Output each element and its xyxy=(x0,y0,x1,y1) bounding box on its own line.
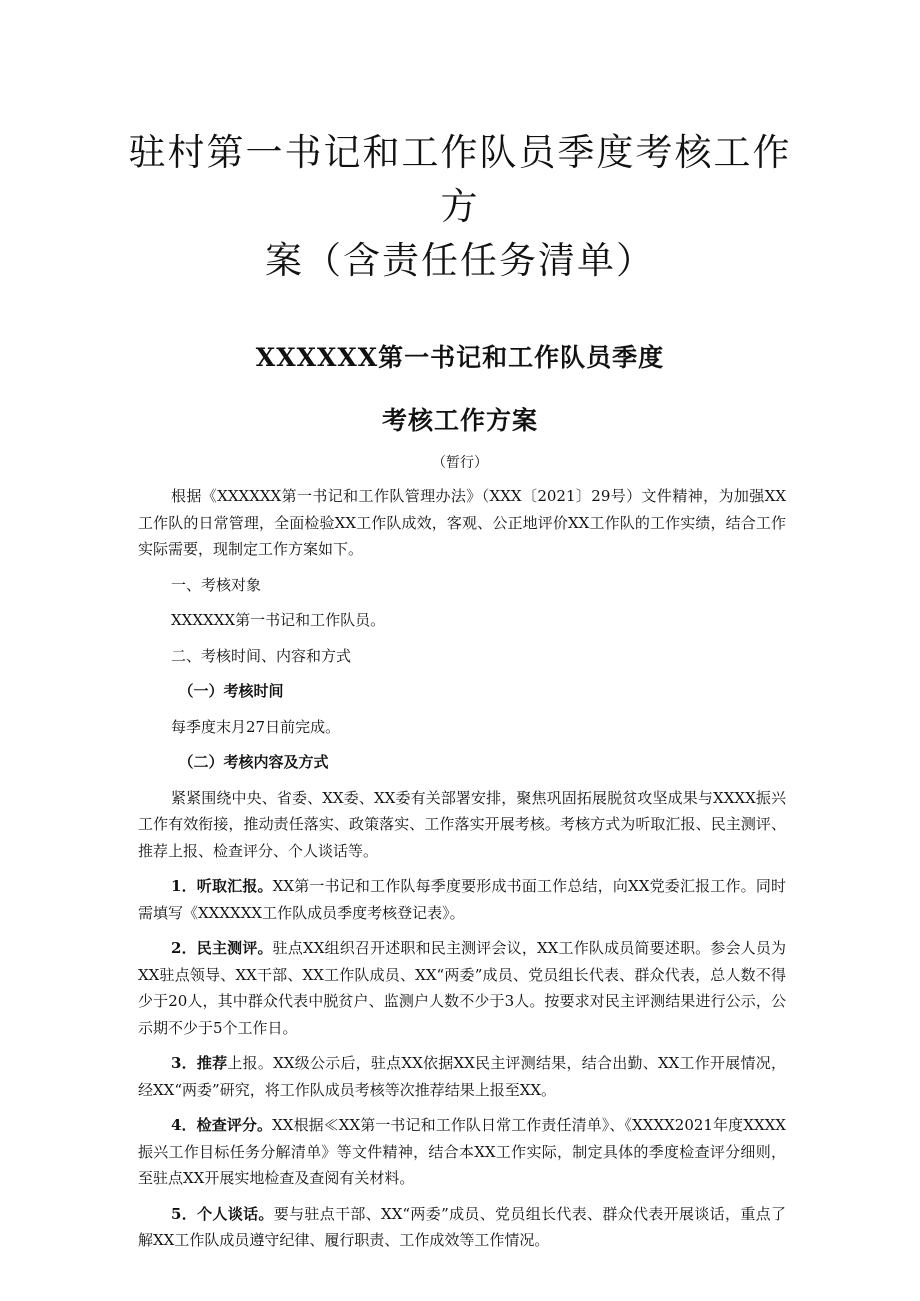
item-3-lead: 3．推荐 xyxy=(171,1054,228,1072)
section-1-heading: 一、考核对象 xyxy=(171,575,262,594)
item-4-text: XX根据≪XX第一书记和工作队日常工作责任清单》、《XXXX2021年度XXXX振兴工作目标任务分解清单》等文件精神，结合本XX工作实际，制定具体的季度检查评分细则，至驻点XX开展实地检查及查阅有关材料。 xyxy=(138,1116,786,1187)
item-5-paragraph xyxy=(138,1201,786,1254)
subsection-1-heading: （一）考核时间 xyxy=(178,682,284,700)
document-main-title xyxy=(120,126,800,288)
item-4-paragraph xyxy=(138,1112,786,1192)
item-5-lead: 5．个人谈话。 xyxy=(171,1204,274,1223)
section-2-heading: 二、考核时间、内容和方式 xyxy=(171,646,352,665)
plan-title-line-2: 考核工作方案 xyxy=(381,406,538,435)
intro-paragraph: 根据《XXXXXX第一书记和工作队管理办法》（XXX〔2021〕29号）文件精神，为加强XX工作队的日常管理，全面检验XX工作队成效，客观、公正地评价XX工作队的工作实绩，结合工作实际需要，现制定工作方案如下。 xyxy=(138,487,786,558)
document-body xyxy=(138,483,786,1254)
item-5-text: 要与驻点干部、XX“两委”成员、党员组长代表、群众代表开展谈话，重点了解XX工作队成员遵守纪律、履行职责、工作成效等工作情况。 xyxy=(138,1204,786,1249)
subsection-2-heading: （二）考核内容及方式 xyxy=(178,753,329,771)
item-3-paragraph xyxy=(138,1050,786,1103)
main-title-line-2: 案（含责任任务清单） xyxy=(265,239,655,282)
provisional-note: （暂行） xyxy=(432,455,488,471)
item-1-lead: 1．听取汇报。 xyxy=(171,877,273,895)
main-title-line-1: 驻村第一书记和工作队员季度考核工作方 xyxy=(128,131,792,228)
section-1-text: XXXXXX第一书记和工作队员。 xyxy=(171,611,386,629)
subsection-1-text: 每季度末月27日前完成。 xyxy=(171,717,341,736)
item-3-text: 上报。XX级公示后，驻点XX依据XX民主评测结果，结合出勤、XX工作开展情况，经XX“两委”研究，将工作队成员考核等次推荐结果上报至XX。 xyxy=(138,1054,787,1099)
item-1-text: XX第一书记和工作队每季度要形成书面工作总结，向XX党委汇报工作。同时需填写《XXXXXX工作队成员季度考核登记表》。 xyxy=(138,877,786,922)
item-4-lead: 4．检查评分。 xyxy=(171,1116,273,1134)
plan-title-line-1: XXXXXX第一书记和工作队员季度 xyxy=(255,343,665,372)
item-2-text: 驻点XX组织召开述职和民主测评会议，XX工作队成员简要述职。参会人员为XX驻点领导、XX干部、XX工作队成员、XX“两委”成员、党员组长代表、群众代表，总人数不得少于20人，其中群众代表中脱贫户、监测户人数不少于3人。按要求对民主评测结果进行公示，公示期不少于5个工作日。 xyxy=(138,939,786,1037)
item-1-paragraph xyxy=(138,873,786,926)
item-2-paragraph xyxy=(138,935,786,1041)
item-2-lead: 2．民主测评。 xyxy=(171,939,273,957)
subsection-2-text: 紧紧围绕中央、省委、XX委、XX委有关部署安排，聚焦巩固拓展脱贫攻坚成果与XXXX振兴工作有效衔接，推动责任落实、政策落实、工作落实开展考核。考核方式为听取汇报、民主测评、推荐上报、检查评分、个人谈话等。 xyxy=(138,788,786,860)
